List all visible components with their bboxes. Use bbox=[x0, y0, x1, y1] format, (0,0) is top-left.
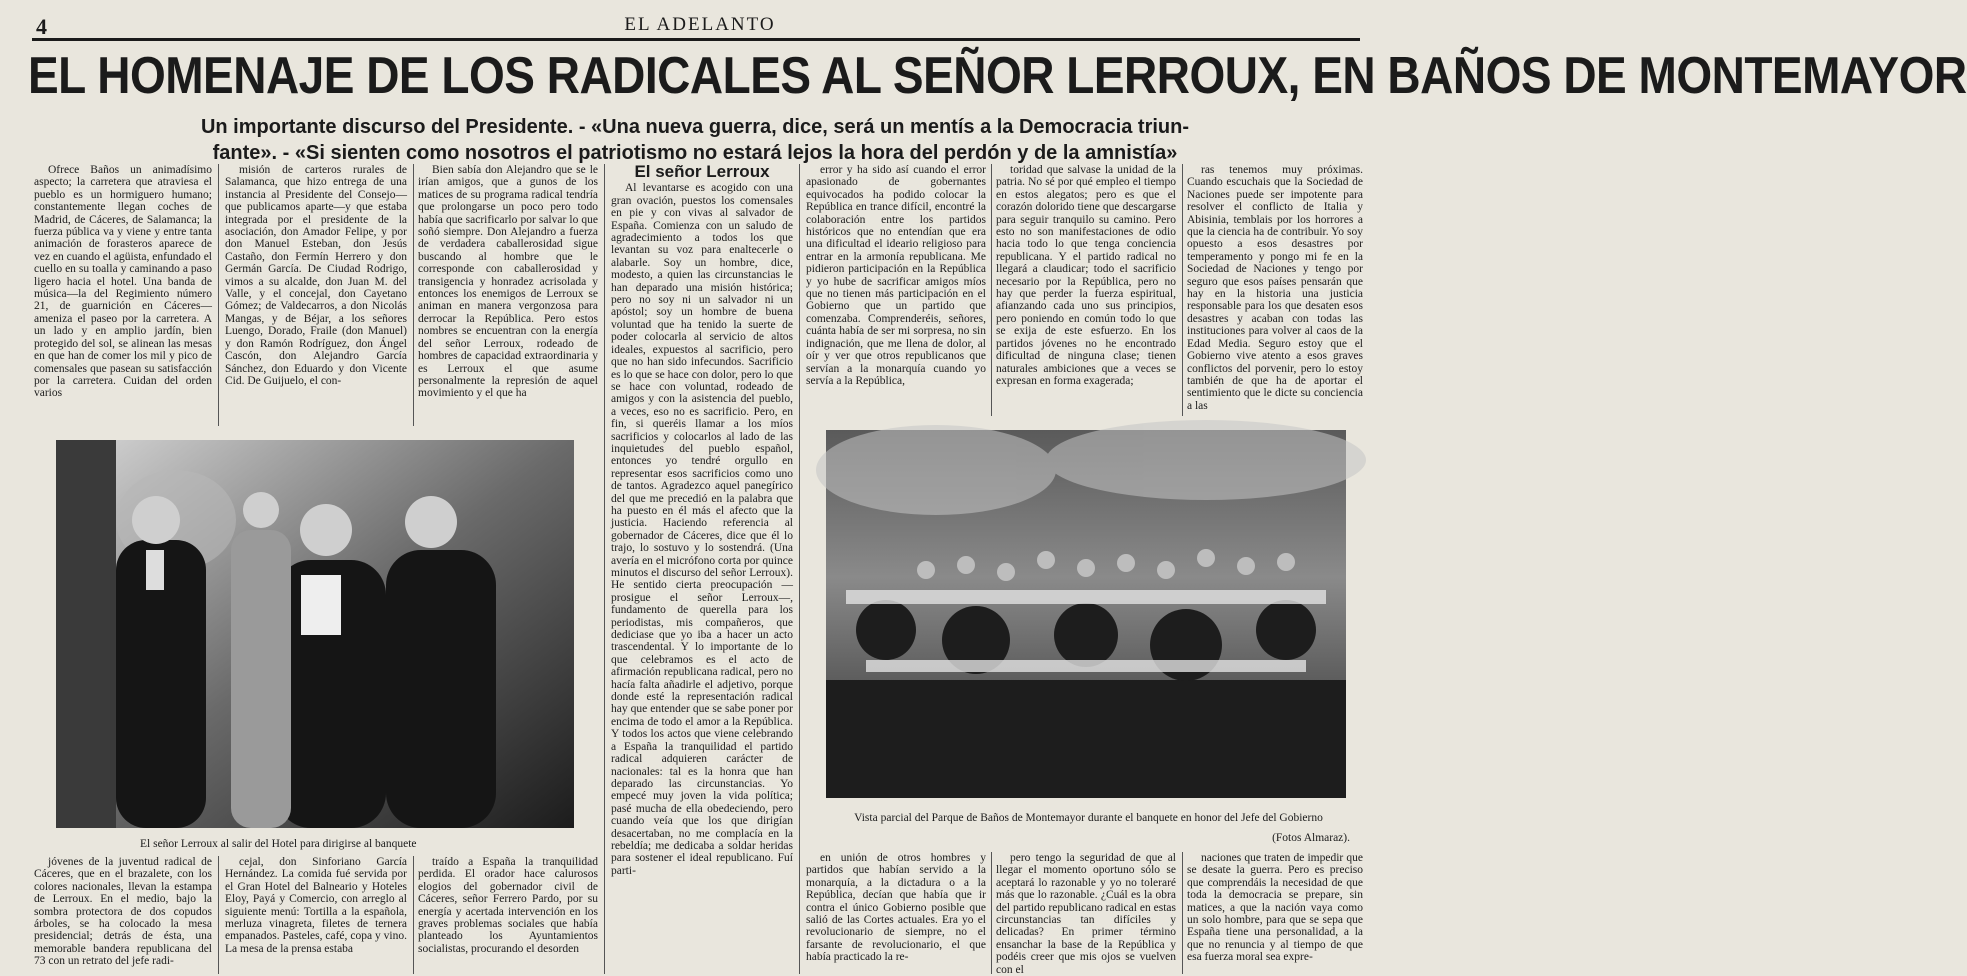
article-column-7-continued bbox=[1187, 852, 1363, 974]
page-number: 4 bbox=[36, 14, 47, 39]
column-divider bbox=[799, 164, 800, 974]
column-2-text: misión de carteros rurales de Salamanca, que hizo entrega de una instancia al Presidente del Consejo—que publicamos aparte—y que estaba integrada por el presidente de la asociación, don Amador Felipe, y por don Manuel Esteban, don Jesús Castaño, don Fermín Herrero y don Germán García. De Ciudad Rodrigo, vimos a su alcalde, don Juan M. del Valle, y el concejal, don Cayetano Gómez; de Valdecarros, a don Nicolás Mangas, y de Béjar, a los señores Luengo, Dorado, Fraile (don Manuel) y don Ramón Rodríguez, don Ángel Cascón, don Alejandro García Sánchez, don Eduardo y don Vicente Cid. De Guijuelo, el con- bbox=[225, 164, 407, 387]
column-7-text: ras tenemos muy próximas. Cuando escuchais que la Sociedad de Naciones puede ser impotente para resolver el conflicto de Italia y Abisinia, temblais por los horrores a que la ciencia ha de contribuir. Yo soy opuesto a esos desastres por temperamento y pongo mi fe en la Sociedad de Naciones y tengo por seguro que esos países pensarán que hay en la historia una justicia responsable para los que desaten esos desastres y acaban con todas las instituciones para volver al caos de la Edad Media. Seguro estoy que el Gobierno vive atento a esos graves conflictos del porvenir, pero lo estoy también de que ha de aportar el sentimiento que le dicte su conciencia a las bbox=[1187, 164, 1363, 412]
column-3-bottom-text: traído a España la tranquilidad perdida. El orador hace calurosos elogios del gobernador civil de Cáceres, señor Ferrero Pardo, por su energía y acertada intervención en los graves problemas sociales que había planteado los Ayuntamientos socialistas, procurando el desorden bbox=[418, 856, 598, 955]
article-column-5 bbox=[806, 164, 986, 416]
column-2-bottom-text: cejal, don Sinforiano García Hernández. La comida fué servida por el Gran Hotel del Balneario y Hoteles Eloy, Payá y Comercio, con arreglo al siguiente menú: Tortilla a la española, merluza vinagreta, filetes de ternera empanados. Pasteles, café, copa y vino. La mesa de la prensa estaba bbox=[225, 856, 407, 955]
column-divider bbox=[413, 856, 414, 974]
article-column-6 bbox=[996, 164, 1176, 416]
masthead: EL ADELANTO bbox=[624, 14, 776, 35]
column-6-bottom-text: pero tengo la seguridad de que al llegar el momento oportuno sólo se aceptará lo razonable y yo no toleraré más que lo razonable. ¿Cuál es la obra del partido republicano radical en estas circunstancias tan difíciles y delicadas? En primer término ensanchar la base de la República y podéis creer que mis ojos se vuelven con el bbox=[996, 852, 1176, 976]
headline: EL HOMENAJE DE LOS RADICALES AL SEÑOR LERROUX, EN BAÑOS DE MONTEMAYOR bbox=[28, 45, 1967, 105]
column-3-text: Bien sabía don Alejandro que se le irían amigos, que a gunos de los matices de su programa radical tendría que prolongarse un poco pero todo había que sacrificarlo por salvar lo que soñó siempre. Don Alejandro a fuerza de verdadera caballerosidad sigue buscando al hombre que le corresponde con caballerosidad y transigencia y honradez acrisolada y entonces los enemigos de Lerroux se animan en manera vergonzosa para derrocar la República. Pero estos nombres se encuentran con la energía del señor Lerroux, rodeado de hombres de capacidad extraordinaria y es Lerroux el que asume personalmente la represión de aquel movimiento y el que ha bbox=[418, 164, 598, 400]
column-divider bbox=[604, 164, 605, 974]
article-column-1 bbox=[34, 164, 212, 426]
section-title: El señor Lerroux bbox=[634, 162, 770, 181]
article-column-6-continued bbox=[996, 852, 1176, 974]
photo-lerroux-leaving-hotel bbox=[56, 440, 574, 828]
column-7-bottom-text: naciones que traten de impedir que se desate la guerra. Pero es preciso que comprendáis la necesidad de que toda la democracia se prepare, sin matices, a que la nación vaya como un solo hombre, para que se sepa que España tiene una personalidad, a la que no renuncia y al tiempo de que esa fuerza moral sea expre- bbox=[1187, 852, 1363, 964]
article-column-2 bbox=[225, 164, 407, 426]
column-divider bbox=[991, 164, 992, 416]
article-column-5-continued bbox=[806, 852, 986, 974]
column-divider bbox=[218, 856, 219, 974]
column-5-bottom-text: en unión de otros hombres y partidos que habían servido a la monarquía, a la dictadura o a la República, decían que había que ir contra el único Gobierno posible que salió de las Cortes actuales. Era yo el revolucionario de siempre, no el farsante de revolucionario, el que había practicado la re- bbox=[806, 852, 986, 964]
column-divider bbox=[413, 164, 414, 426]
column-divider bbox=[1182, 164, 1183, 416]
photo-caption-right: Vista parcial del Parque de Baños de Montemayor durante el banquete en honor del Jefe del Gobierno bbox=[854, 812, 1323, 824]
subheadline bbox=[130, 114, 1260, 166]
article-column-7 bbox=[1187, 164, 1363, 416]
subhead-line-2: fante». - «Si sienten como nosotros el patriotismo no estará lejos la hora del perdón y de la amnistía» bbox=[212, 142, 1178, 164]
column-divider bbox=[991, 852, 992, 974]
column-6-text: toridad que salvase la unidad de la patria. No sé por qué empleo el tiempo en estos alegatos; pero es que el corazón dolorido tiene que descargarse para seguir tranquilo su camino. Pero esto no son manifestaciones de odio hacia todo lo que tenga conciencia republicana. Y el partido radical no llegará a claudicar; todo el sacrificio necesario por la República, pero no hay que perder la fuerza espiritual, afianzando cada uno sus principios, pero poniendo en común todo lo que se exija de este esfuerzo. En los partidos jóvenes no he encontrado dificultad de ninguna clase; tienen naturales ambiciones que a veces se expresan en forma exagerada; bbox=[996, 164, 1176, 387]
article-column-1-continued bbox=[34, 856, 212, 974]
article-column-3-continued bbox=[418, 856, 598, 974]
column-divider bbox=[1182, 852, 1183, 974]
subhead-line-1: Un importante discurso del Presidente. - «Una nueva guerra, dice, será un mentís a la Democracia triun- bbox=[200, 116, 1190, 138]
column-1-bottom-text: jóvenes de la juventud radical de Cáceres, que en el brazalete, con los colores nacionales, llevan la estampa de Lerroux. En el medio, bajo la sombra protectora de dos copudos árboles, se ha colocado la mesa presidencial; detrás de ésta, una memorable bandera republicana del 73 con un retrato del jefe radi- bbox=[34, 856, 212, 968]
column-1-text: Ofrece Baños un animadísimo aspecto; la carretera que atraviesa el pueblo es un hormiguero humano; constantemente llegan coches de Madrid, de Cáceres, de Salamanca; la fuerza pública va y viene y entre tanta animación de forasteros aparece de vez en cuando el agüista, enfundado el cuello en su toalla y caminando a paso ligero hacia el hotel. Una banda de música—la del Regimiento número 21, de guarnición en Cáceres—ameniza el paseo por la carretera. A un lado y en amplio jardín, bien protegido del sol, se alinean las mesas en que han de comer los mil y pico de comensales que pasean su satisfacción por la carretera. Cuidan del orden varios bbox=[34, 164, 212, 400]
article-column-4 bbox=[611, 162, 793, 972]
column-5-text: error y ha sido así cuando el error apasionado de gobernantes equivocados ha podido colocar la República en trance difícil, encontré la colaboración entre los partidos históricos que no entendían que era una dificultad el ideario religioso para entrar en la armonía republicana. Me pidieron participación en la República y yo hube de sacrificar amigos míos que no tienen más participación en el Gobierno que un partido que comenzaba. Comprenderéis, señores, cuánta había de ser mi sorpresa, no sin indignación, que me llena de dolor, al oír y ver que otros republicanos que servían a la monarquía cuando yo servía a la República, bbox=[806, 164, 986, 387]
article-column-2-continued bbox=[225, 856, 407, 974]
photo-caption-left: El señor Lerroux al salir del Hotel para dirigirse al banquete bbox=[140, 838, 417, 850]
column-4-text: Al levantarse es acogido con una gran ovación, puestos los comensales en pie y con vivas al salvador de España. Comienza con un saludo de agradecimiento a todos los que levantan su voz para enaltecerle o alabarle. Soy un hombre, dice, modesto, a quien las circunstancias le han deparado una misión histórica; pero no soy ni un salvador ni un apóstol; soy un hombre de buena voluntad que ha tenido la suerte de poder colocarla al servicio de altos ideales, expuestos al sacrificio, pero que no han sido infecundos. Sacrificio es lo que se hace con dolor, pero lo que se hace con voluntad, rodeado de amigos y con la asistencia del pueblo, a veces, eso no es sacrificio. Pero, en fin, si queréis llamar a los míos sacrificios y colocarlos al lado de las inquietudes del pueblo español, entonces yo tendré orgullo en representar esos sacrificios como uno de tantos. Agradezco aquel panegírico del que me precedió en la palabra que ha puesto en él más el afecto que la justicia. Haciendo referencia al gobernador de Cáceres, dice que él lo trajo, lo sostuvo y lo sostendrá. (Una avería en el micrófono corta por quince minutos el discurso del señor Lerroux). He sentido cierta preocupación —prosigue el señor Lerroux—, fundamento de querella para los periodistas, mis compañeros, que dediciase que yo iba a hacer un acto trascendental. Y lo importante de lo que celebramos es el acto de afirmación republicana radical, pero no hacía falta añadirle el adjetivo, porque donde esté la representación radical hay que entender que se sabe poner por encima de todo el amor a la República. Y todos los actos que viene celebrando a España la tranquilidad el partido radical adquieren carácter de nacionales: tal es la honra que han deparado las circunstancias. Yo empecé muy joven la vida política; pasé mucha de ella obedeciendo, pero cuando veía que los que dirigían desacertaban, no me complacía en la rebeldía; me dedicaba a soldar heridas para sostener el ideal republicano. Fuí parti- bbox=[611, 182, 793, 877]
article-column-3 bbox=[418, 164, 598, 426]
photo-credit: (Fotos Almaraz). bbox=[1272, 832, 1350, 844]
column-divider bbox=[218, 164, 219, 426]
photo-banquet-park bbox=[826, 430, 1346, 798]
masthead-rule bbox=[32, 38, 1360, 41]
